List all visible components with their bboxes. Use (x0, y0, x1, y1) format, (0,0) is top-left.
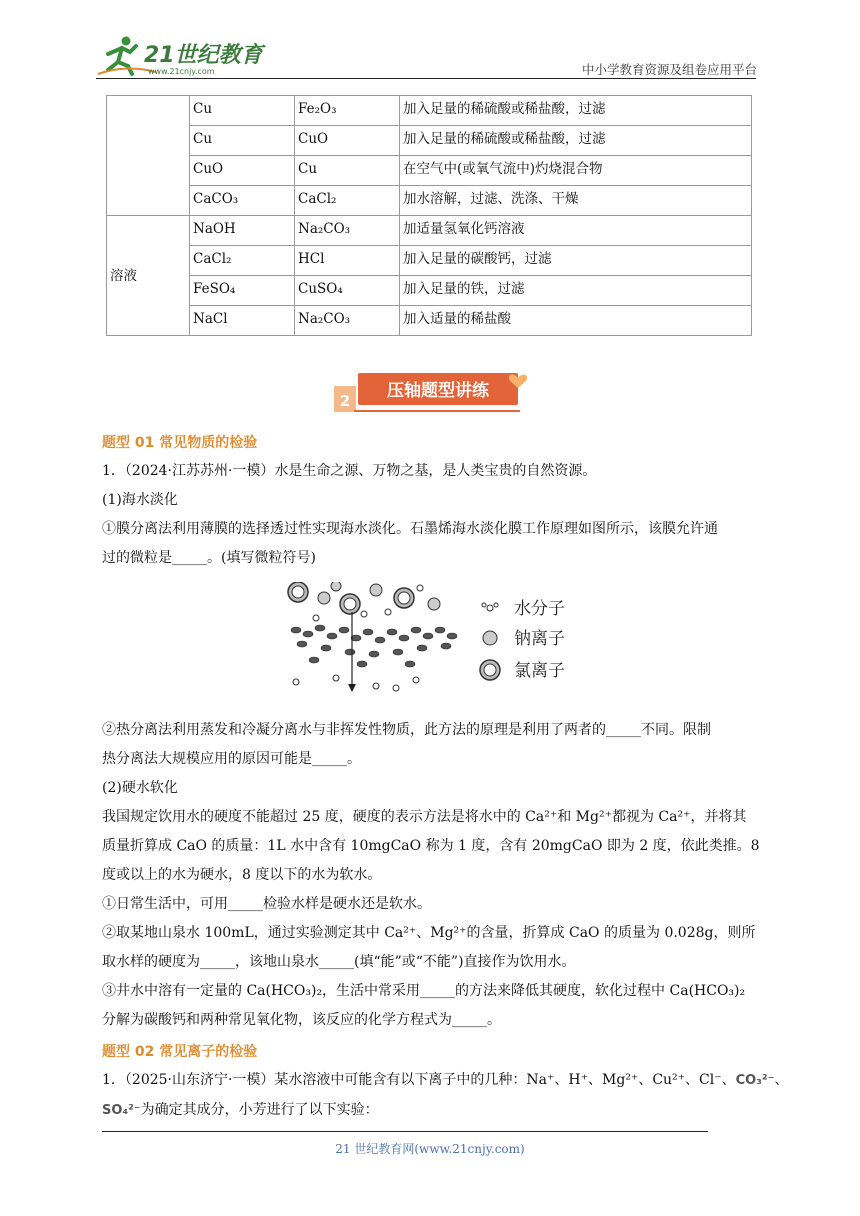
substance-cell: Cu (190, 96, 295, 126)
logo-url: www.21cnjy.com (148, 67, 215, 76)
category-cell-solution: 溶液 (107, 216, 190, 336)
substance-cell: CuO (190, 156, 295, 186)
site-logo (96, 34, 266, 78)
legend-sodium: 钠离子 (514, 629, 565, 649)
paragraph-line: ①膜分离法利用薄膜的选择透过性实现海水淡化。石墨烯海水淡化膜工作原理如图所示，该膜允许通 (102, 521, 718, 537)
chloride-ions (288, 582, 414, 614)
removal-table (106, 95, 752, 336)
subquestion-heading: (1)海水淡化 (102, 492, 178, 508)
table-row (107, 276, 752, 306)
paragraph-line: 质量折算成 CaO 的质量：1L 水中含有 10mgCaO 称为 1 度，含有 20mgCaO 即为 2 度，依此类推。8 (102, 838, 760, 854)
paragraph-line (102, 1101, 762, 1120)
substance-cell: FeSO₄ (190, 276, 295, 306)
impurity-cell: CuSO₄ (295, 276, 400, 306)
platform-name: 中小学教育资源及组卷应用平台 (581, 62, 757, 77)
section-banner (334, 370, 528, 416)
paragraph-line: 热分离法大规模应用的原因可能是_____。 (102, 751, 361, 767)
paragraph-line: 度或以上的水为硬水，8 度以下的水为软水。 (102, 867, 382, 883)
paragraph-line: 我国规定饮用水的硬度不能超过 25 度，硬度的表示方法是将水中的 Ca²⁺和 Mg²⁺都视为 Ca²⁺，并将其 (102, 809, 747, 825)
subquestion-heading: (2)硬水软化 (102, 780, 178, 796)
method-cell: 加水溶解，过滤、洗涤、干燥 (400, 186, 752, 216)
substance-cell: NaOH (190, 216, 295, 246)
impurity-cell: Na₂CO₃ (295, 216, 400, 246)
membrane-diagram (276, 582, 586, 694)
sulfate-ion: SO₄²⁻ (102, 1103, 141, 1118)
substance-cell: CaCl₂ (190, 246, 295, 276)
footer-text: 21 世纪教育网(www.21cnjy.com) (335, 1142, 525, 1156)
section-title-substance-test: 题型 01 常见物质的检验 (102, 435, 258, 451)
paragraph-line: 过的微粒是_____。(填写微粒符号) (102, 550, 316, 566)
paragraph-line: ①日常生活中，可用_____检验水样是硬水还是软水。 (102, 896, 431, 912)
separator: 、 (774, 1072, 789, 1088)
banner-title: 压轴题型讲练 (387, 381, 489, 401)
paragraph-line: ③井水中溶有一定量的 Ca(HCO₃)₂，生活中常采用_____的方法来降低其硬度，软化过程中 Ca(HCO₃)₂ (102, 983, 746, 999)
substance-cell: Cu (190, 126, 295, 156)
substance-cell: CaCO₃ (190, 186, 295, 216)
substance-cell: NaCl (190, 306, 295, 336)
method-cell: 加适量氢氧化钙溶液 (400, 216, 752, 246)
header-divider (96, 78, 756, 79)
impurity-cell: Fe₂O₃ (295, 96, 400, 126)
paragraph-line: ②取某地山泉水 100mL，通过实验测定其中 Ca²⁺、Mg²⁺的含量，折算成 CaO 的质量为 0.028g，则所 (102, 925, 756, 941)
table-row (107, 246, 752, 276)
legend-chloride: 氯离子 (514, 661, 565, 681)
paragraph-line: 分解为碳酸钙和两种常见氧化物，该反应的化学方程式为_____。 (102, 1012, 501, 1028)
carbonate-ion: CO₃²⁻ (735, 1073, 775, 1088)
impurity-cell: CuO (295, 126, 400, 156)
banner-number: 2 (339, 392, 351, 410)
table-row (107, 216, 752, 246)
table-row (107, 126, 752, 156)
method-cell: 加入足量的稀硫酸或稀盐酸，过滤 (400, 126, 752, 156)
logo-text: 21世纪教育 (144, 43, 263, 68)
paragraph-line (102, 1071, 789, 1090)
table-row (107, 156, 752, 186)
paragraph-line: 取水样的硬度为_____，该地山泉水_____(填“能”或“不能”)直接作为饮用水。 (102, 954, 576, 970)
method-cell: 加入足量的碳酸钙，过滤 (400, 246, 752, 276)
impurity-cell: Cu (295, 156, 400, 186)
method-cell: 在空气中(或氧气流中)灼烧混合物 (400, 156, 752, 186)
table-row (107, 96, 752, 126)
impurity-cell: CaCl₂ (295, 186, 400, 216)
question-text: 1．（2025·山东济宁·一模）某水溶液中可能含有以下离子中的几种：Na⁺、H⁺、Mg²⁺、Cu²⁺、Cl⁻、 (102, 1072, 736, 1088)
membrane-layer (291, 625, 457, 667)
table-row (107, 186, 752, 216)
table-row (107, 306, 752, 336)
method-cell: 加入足量的铁，过滤 (400, 276, 752, 306)
paragraph-line: ②热分离法利用蒸发和冷凝分离水与非挥发性物质，此方法的原理是利用了两者的_____不同。限制 (102, 722, 711, 738)
method-cell: 加入足量的稀硫酸或稀盐酸，过滤 (400, 96, 752, 126)
section-title-ion-test: 题型 02 常见离子的检验 (102, 1044, 258, 1060)
category-cell-blank (107, 96, 190, 216)
legend-water: 水分子 (514, 599, 565, 619)
arrow-down-icon (348, 684, 356, 692)
legend (480, 599, 565, 681)
impurity-cell: Na₂CO₃ (295, 306, 400, 336)
footer-divider (102, 1131, 708, 1132)
impurity-cell: HCl (295, 246, 400, 276)
question-intro: 1．（2024·江苏苏州·一模）水是生命之源、万物之基，是人类宝贵的自然资源。 (102, 463, 597, 479)
method-cell: 加入适量的稀盐酸 (400, 306, 752, 336)
question-text: 为确定其成分，小芳进行了以下实验： (140, 1102, 379, 1118)
